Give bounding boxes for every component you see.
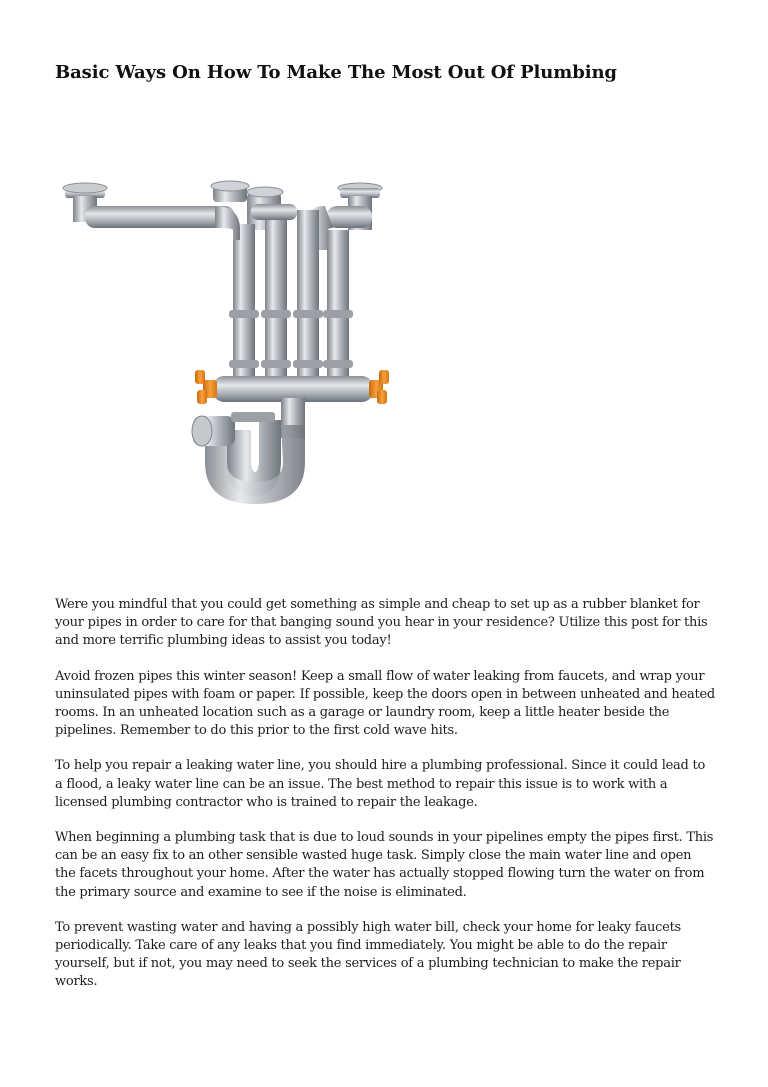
paragraph: To help you repair a leaking water line, you should hire a plumbing professional. Since it could lead to a flood, a leaky water line can be an issue. The best method to repair this issue is to work with a licensed plumbing contractor who is trained to repair the leakage. — [55, 758, 706, 810]
vertical-pipe-3 — [297, 210, 319, 384]
article-body — [55, 596, 715, 1009]
page-title: Basic Ways On How To Make The Most Out Of Plumbing — [55, 62, 617, 83]
paragraph: To prevent wasting water and having a possibly high water bill, check your home for leaky faucets periodically. Take care of any leaks that you find immediately. You might be able to do the repair yourself, but if not, you may need to seek the services of a plumbing technician to make the repair works. — [55, 919, 681, 990]
left-arm-pipe — [85, 206, 235, 228]
right-valve-icon — [369, 370, 389, 404]
paragraph: Were you mindful that you could get something as simple and cheap to set up as a rubber blanket for your pipes in order to care for that banging sound you hear in your residence? Utilize this post for this and more terrific plumbing ideas to assist you today! — [55, 597, 708, 649]
vertical-pipe-2 — [265, 220, 287, 384]
left-valve-icon — [195, 370, 217, 404]
paragraph: When beginning a plumbing task that is due to loud sounds in your pipelines empty the pipes first. This can be an easy fix to an other sensible wasted huge task. Simply close the main water line and open the facets throughout your home. After the water has actually stopped flowing turn the water on from the primary source and examine to see if the noise is eliminated. — [55, 830, 714, 900]
right-arm-pipe — [327, 206, 372, 228]
paragraph: Avoid frozen pipes this winter season! Keep a small flow of water leaking from faucets, and wrap your uninsulated pipes with foam or paper. If possible, keep the doors open in between unheated and heated rooms. In an unheated location such as a garage or laundry room, keep a little heater beside the pipelines. Remember to do this prior to the first cold wave hits. — [55, 668, 715, 739]
sink-drain-pipe-assembly-icon — [55, 180, 395, 510]
plumbing-pipes-image — [55, 180, 395, 510]
p-trap — [192, 412, 305, 504]
